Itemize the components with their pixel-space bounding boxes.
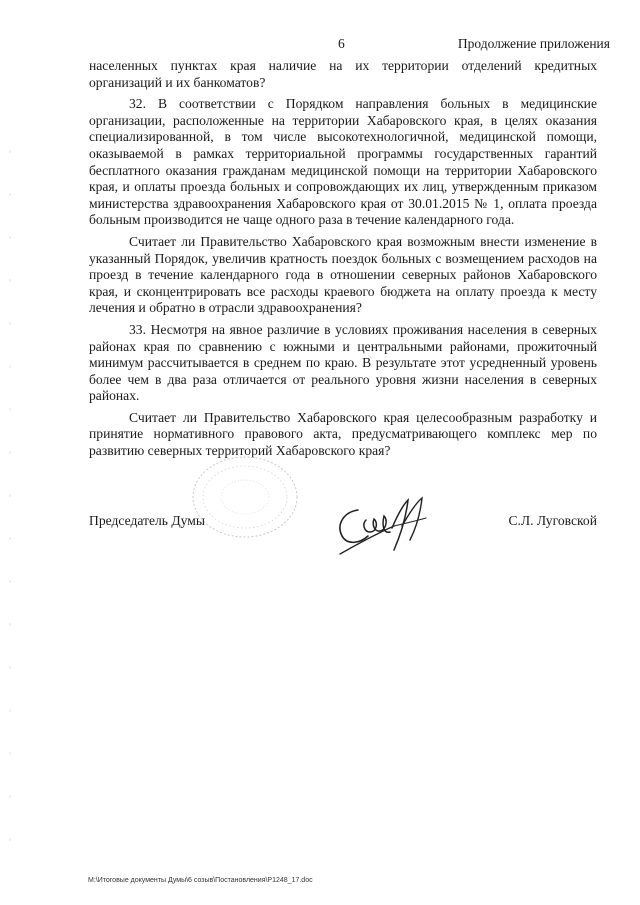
paragraph-item-33: 33. Несмотря на явное различие в условиях проживания населения в северных районах края по сравнению с южными и центральными районами, прожиточный минимум рассчитывается в среднем по краю. В результате этот усредненный уровень более чем в два раза отличается от реального уровня жизни населения в северных районах. [89,321,597,404]
body-text [89,58,597,465]
footer-file-path: M:\Итоговые документы Думы\6 созыв\Постановления\P1248_17.doc [88,877,313,884]
chairman-name: С.Л. Луговской [508,513,597,528]
chairman-title: Председатель Думы [89,513,206,528]
paragraph-continuation: населенных пунктах края наличие на их территории отделений кредитных организаций и их банкоматов? [89,58,597,90]
paragraph-item-32: 32. В соответствии с Порядком направления больных в медицинские организации, расположенные на территории Хабаровского края, в целях оказания специализированной, в том числе высокотехнологичной, медицинской помощи, оказываемой в рамках территориальной программы государственных гарантий бесплатного оказания гражданам медицинской помощи на территории Хабаровского края, и оплаты проезда больных и сопровождающих их лиц, утвержденным приказом министерства здравоохранения Хабаровского края от 30.01.2015 № 1, оплата проезда больным производится не чаще одного раза в течение календарного года. [89,96,597,228]
handwritten-signature [322,488,440,568]
paragraph-question-33: Считает ли Правительство Хабаровского края целесообразным разработку и принятие нормативного правового акта, предусматривающего комплекс мер по развитию северных территорий Хабаровского края? [89,409,597,459]
scan-edge-mark [7,150,13,850]
paragraph-question-32: Считает ли Правительство Хабаровского края возможным внести изменение в указанный Порядок, увеличив кратность поездок больных с возмещением расходов на проезд в течение календарного года в отношении северных районов Хабаровского края, и сконцентрировать все расходы краевого бюджета на оплату проезда к месту лечения и обратно в отрасли здравоохранения? [89,233,597,316]
continuation-label: Продолжение приложения [457,36,610,51]
page-number: 6 [338,36,345,51]
